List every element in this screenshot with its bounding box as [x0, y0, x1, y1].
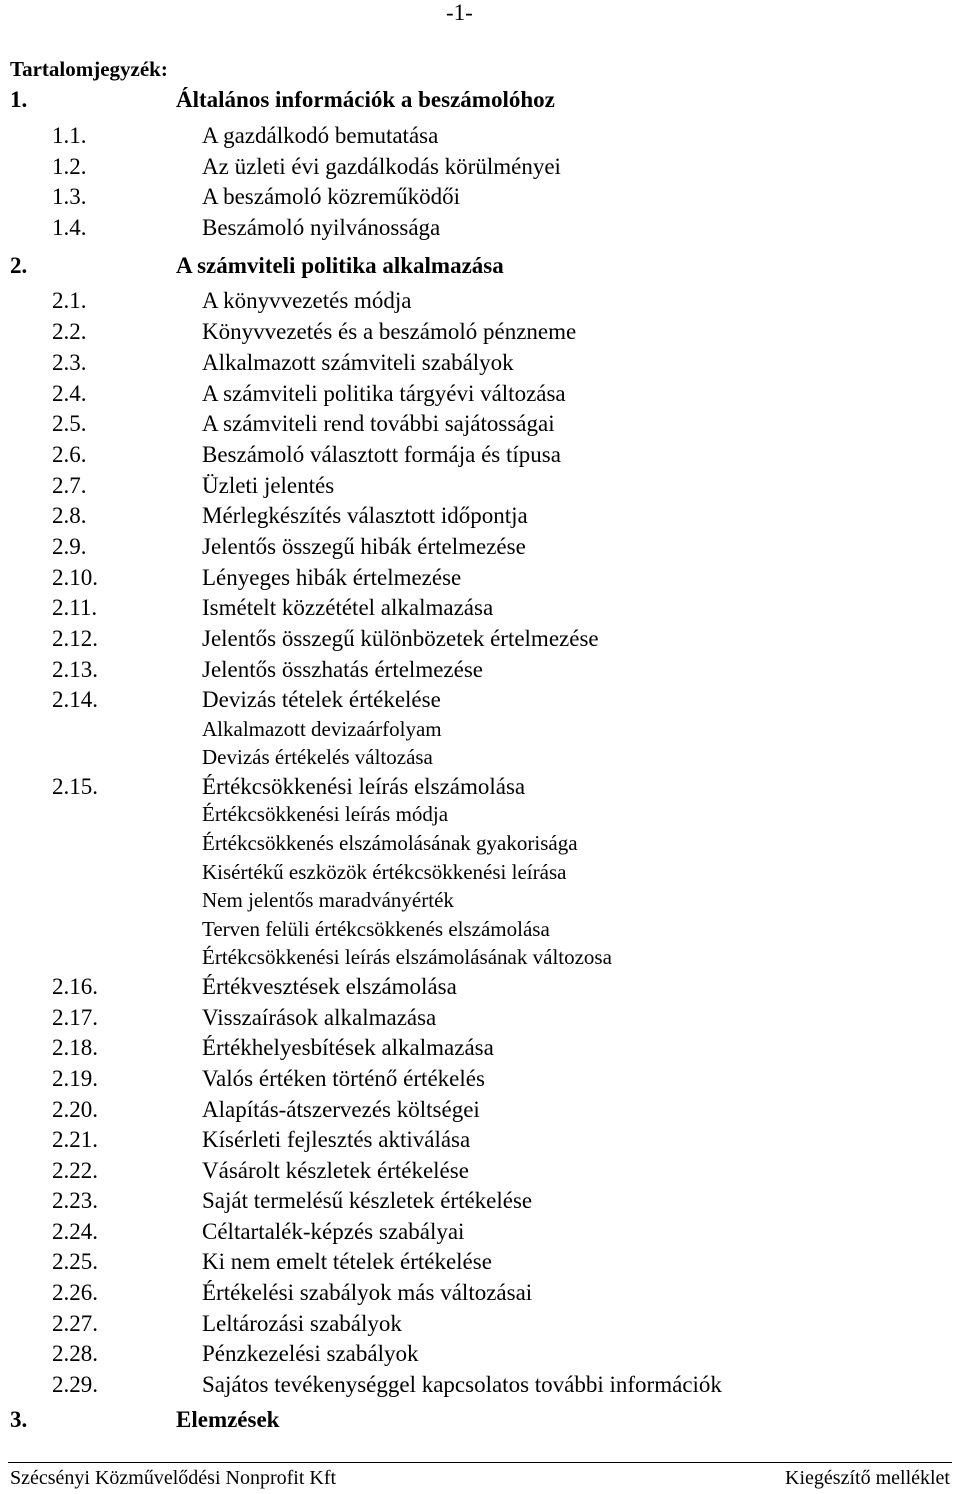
- toc-entry-number: 1.1.: [52, 123, 87, 148]
- toc-entry-title: Devizás tételek értékelése: [202, 687, 441, 712]
- toc-entry-number: 2.1.: [52, 288, 87, 313]
- toc-entry-title: Értékelési szabályok más változásai: [202, 1280, 533, 1305]
- toc-entry-number: 2.16.: [52, 974, 98, 999]
- toc-entry-title: Értékcsökkenési leírás elszámolása: [202, 774, 526, 799]
- toc-entry-title: Jelentős összhatás értelmezése: [202, 657, 483, 682]
- toc-entry-number: 2.8.: [52, 503, 87, 528]
- toc-entry-title: A számviteli politika alkalmazása: [176, 253, 504, 278]
- toc-entry-title: Saját termelésű készletek értékelése: [202, 1188, 533, 1213]
- toc-entry-title: Kisértékű eszközök értékcsökkenési leírása: [202, 860, 567, 884]
- toc-entry-number: 2.3.: [52, 350, 87, 375]
- toc-entry-title: Alkalmazott számviteli szabályok: [202, 350, 514, 375]
- toc-entry-title: Üzleti jelentés: [202, 473, 335, 498]
- toc-entry-number: 2.10.: [52, 565, 98, 590]
- toc-entry-number: 2.24.: [52, 1219, 98, 1244]
- toc-entry-title: Céltartalék-képzés szabályai: [202, 1219, 465, 1244]
- toc-entry-title: A beszámoló közreműködői: [202, 184, 461, 209]
- toc-entry-number: 2.6.: [52, 442, 87, 467]
- toc-entry-title: Beszámoló választott formája és típusa: [202, 442, 561, 467]
- toc-entry-number: 2.22.: [52, 1158, 98, 1183]
- toc-entry-title: Ismételt közzététel alkalmazása: [202, 595, 494, 620]
- toc-entry-title: Értékcsökkenési leírás módja: [202, 802, 449, 826]
- footer-rule: [8, 1462, 952, 1463]
- toc-entry-title: Pénzkezelési szabályok: [202, 1341, 419, 1366]
- toc-entry-title: A számviteli rend további sajátosságai: [202, 411, 555, 436]
- toc-entry-number: 2.13.: [52, 657, 98, 682]
- toc-entry-title: Jelentős összegű különbözetek értelmezése: [202, 626, 599, 651]
- toc-entry-title: Mérlegkészítés választott időpontja: [202, 503, 528, 528]
- toc-entry-number: 2.5.: [52, 411, 87, 436]
- toc-entry-number: 2.18.: [52, 1035, 98, 1060]
- toc-entry-number: 2.7.: [52, 473, 87, 498]
- toc-entry-title: Lényeges hibák értelmezése: [202, 565, 462, 590]
- toc-heading: Tartalomjegyzék:: [10, 57, 168, 81]
- toc-entry-number: 2.14.: [52, 687, 98, 712]
- toc-entry-title: Értékhelyesbítések alkalmazása: [202, 1035, 494, 1060]
- toc-entry-number: 2.26.: [52, 1280, 98, 1305]
- toc-entry-title: Kísérleti fejlesztés aktiválása: [202, 1127, 471, 1152]
- toc-entry-title: Alapítás-átszervezés költségei: [202, 1097, 480, 1122]
- footer-organization: Szécsényi Közművelődési Nonprofit Kft: [10, 1467, 337, 1489]
- toc-entry-title: Ki nem emelt tételek értékelése: [202, 1249, 492, 1274]
- toc-entry-title: Értékvesztések elszámolása: [202, 974, 457, 999]
- toc-entry-title: Értékcsökkenés elszámolásának gyakorisága: [202, 831, 578, 855]
- toc-entry-number: 2.4.: [52, 381, 87, 406]
- toc-entry-title: Könyvvezetés és a beszámoló pénzneme: [202, 319, 577, 344]
- toc-entry-title: Visszaírások alkalmazása: [202, 1005, 437, 1030]
- toc-entry-title: Nem jelentős maradványérték: [202, 888, 454, 912]
- toc-entry-number: 2.12.: [52, 626, 98, 651]
- toc-entry-title: Jelentős összegű hibák értelmezése: [202, 534, 526, 559]
- toc-entry-number: 2.15.: [52, 774, 98, 799]
- toc-entry-number: 1.4.: [52, 215, 87, 240]
- toc-entry-number: 1.3.: [52, 184, 87, 209]
- toc-entry-title: Valós értéken történő értékelés: [202, 1066, 485, 1091]
- toc-entry-title: A számviteli politika tárgyévi változása: [202, 381, 566, 406]
- page-number: -1-: [446, 0, 473, 25]
- toc-entry-number: 2.21.: [52, 1127, 98, 1152]
- toc-entry-number: 2.25.: [52, 1249, 98, 1274]
- toc-entry-title: Sajátos tevékenységgel kapcsolatos további információk: [202, 1372, 722, 1397]
- toc-entry-number: 2.2.: [52, 319, 87, 344]
- toc-entry-number: 1.2.: [52, 154, 87, 179]
- toc-entry-title: Devizás értékelés változása: [202, 745, 433, 769]
- toc-entry-title: Általános információk a beszámolóhoz: [176, 87, 555, 112]
- toc-entry-number: 2.29.: [52, 1372, 98, 1397]
- toc-entry-title: Terven felüli értékcsökkenés elszámolása: [202, 917, 550, 941]
- toc-entry-number: 2.23.: [52, 1188, 98, 1213]
- toc-entry-title: A gazdálkodó bemutatása: [202, 123, 439, 148]
- toc-entry-number: 2.11.: [52, 595, 98, 620]
- toc-entry-number: 2.: [10, 253, 28, 278]
- toc-entry-number: 3.: [10, 1407, 28, 1432]
- toc-entry-number: 2.27.: [52, 1311, 98, 1336]
- toc-entry-title: Értékcsökkenési leírás elszámolásának változosa: [202, 945, 612, 969]
- toc-entry-title: Elemzések: [176, 1407, 280, 1432]
- toc-entry-title: A könyvvezetés módja: [202, 288, 412, 313]
- toc-entry-number: 1.: [10, 87, 28, 112]
- toc-entry-title: Alkalmazott devizaárfolyam: [202, 717, 442, 741]
- toc-entry-number: 2.9.: [52, 534, 87, 559]
- footer-document-type: Kiegészítő melléklet: [785, 1467, 950, 1489]
- toc-entry-title: Beszámoló nyilvánossága: [202, 215, 441, 240]
- toc-entry-number: 2.17.: [52, 1005, 98, 1030]
- toc-entry-title: Vásárolt készletek értékelése: [202, 1158, 469, 1183]
- toc-entry-title: Az üzleti évi gazdálkodás körülményei: [202, 154, 561, 179]
- toc-entry-number: 2.19.: [52, 1066, 98, 1091]
- toc-entry-number: 2.20.: [52, 1097, 98, 1122]
- toc-entry-title: Leltározási szabályok: [202, 1311, 402, 1336]
- toc-entry-number: 2.28.: [52, 1341, 98, 1366]
